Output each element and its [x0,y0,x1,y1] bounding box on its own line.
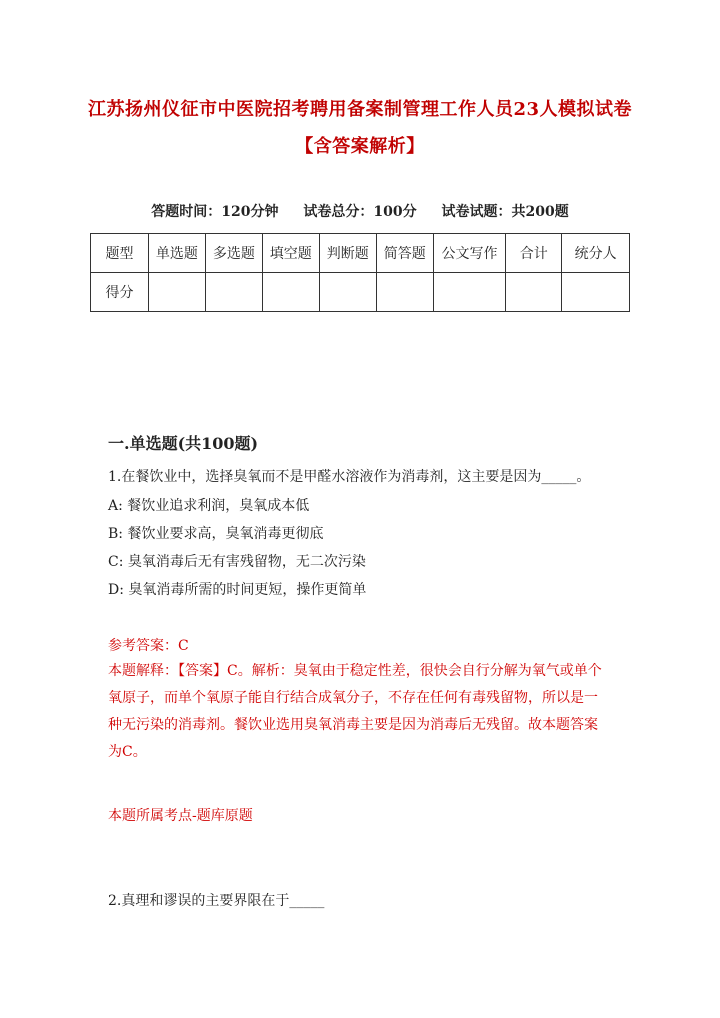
question-1-answer: 参考答案：C [108,638,189,654]
score-cell [205,273,262,312]
score-table-header: 统分人 [562,234,630,273]
score-table-header-row [91,234,630,273]
exam-total-score: 试卷总分：100分 [303,204,417,220]
score-cell [319,273,376,312]
document-subtitle: 【含答案解析】 [295,136,425,157]
exam-info [0,201,720,221]
score-table [90,233,630,312]
score-table-header: 单选题 [148,234,205,273]
question-1-option-c: C: 臭氧消毒后无有害残留物，无二次污染 [108,554,366,570]
score-table-header: 填空题 [262,234,319,273]
score-table-header: 判断题 [319,234,376,273]
score-cell [262,273,319,312]
question-1-explanation: 本题解释：【答案】C。解析：臭氧由于稳定性差，很快会自行分解为氧气或单个氧原子，而单个氧原子能自行结合成氧分子，不存在任何有毒残留物，所以是一种无污染的消毒剂。餐饮业选用臭氧消毒主要是因为消毒后无残留。故本题答案为C。 [108,663,602,760]
score-cell [148,273,205,312]
document-title: 江苏扬州仪征市中医院招考聘用备案制管理工作人员23人模拟试卷 [87,99,633,120]
score-cell [433,273,506,312]
score-table-score-row [91,273,630,312]
question-1-option-a: A: 餐饮业追求利润，臭氧成本低 [108,498,310,514]
score-cell [376,273,433,312]
question-1-text: 1.在餐饮业中，选择臭氧而不是甲醛水溶液作为消毒剂，这主要是因为_____。 [108,469,591,485]
question-1-option-b: B: 餐饮业要求高，臭氧消毒更彻底 [108,526,324,542]
score-cell [562,273,630,312]
score-row-label: 得分 [91,273,149,312]
question-1-option-d: D: 臭氧消毒所需的时间更短，操作更简单 [108,582,367,598]
question-2-text: 2.真理和谬误的主要界限在于_____ [108,893,325,909]
exam-time: 答题时间：120分钟 [151,204,279,220]
score-table-header: 简答题 [376,234,433,273]
score-table-header: 题型 [91,234,149,273]
score-table-header: 合计 [506,234,562,273]
question-1-knowledge-point: 本题所属考点-题库原题 [108,808,253,824]
score-table-header: 多选题 [205,234,262,273]
score-cell [506,273,562,312]
exam-question-count: 试卷试题：共200题 [441,204,569,220]
section-title: 一.单选题(共100题) [108,434,259,453]
score-table-header: 公文写作 [433,234,506,273]
